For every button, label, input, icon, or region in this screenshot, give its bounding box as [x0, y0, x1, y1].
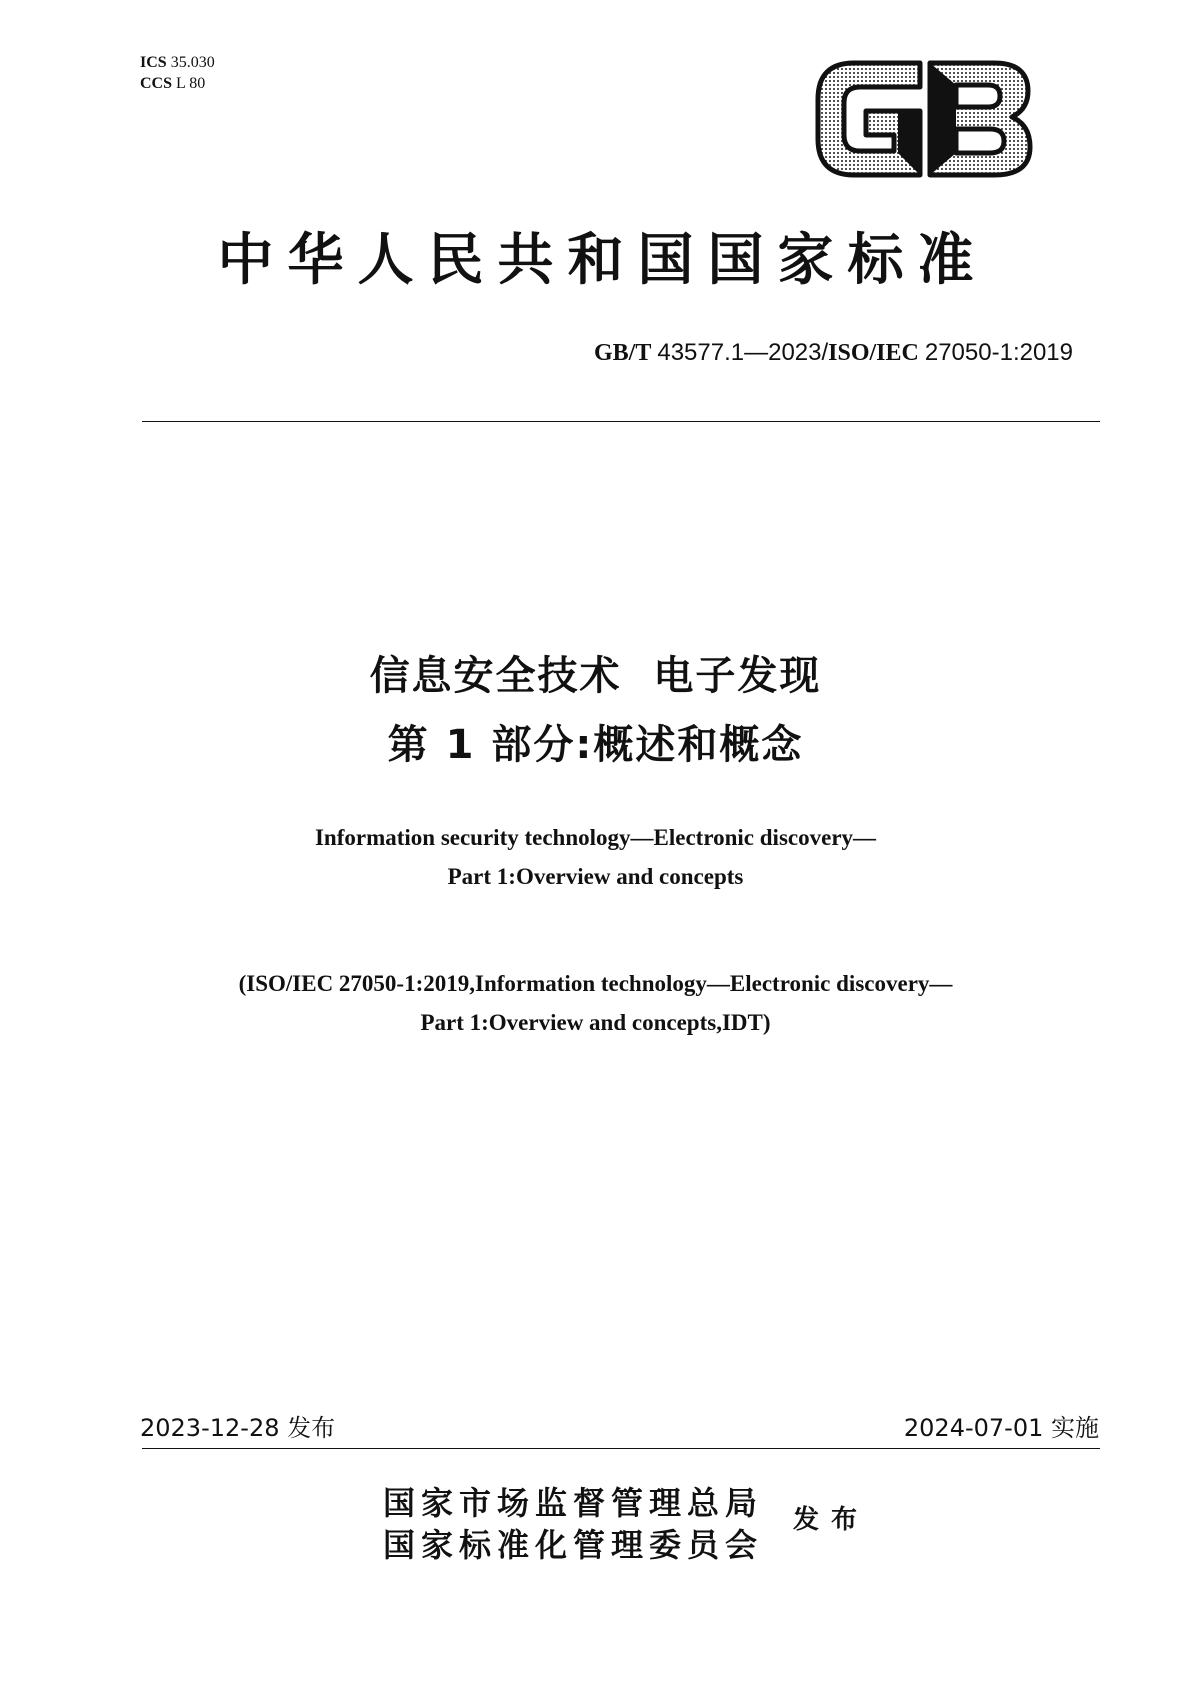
publisher-org2: 国家标准化管理委员会	[383, 1526, 764, 1564]
chinese-title-line1: 信息安全技术 电子发现	[369, 653, 822, 699]
header-divider	[142, 421, 1100, 422]
standard-number	[594, 338, 1073, 368]
iso-reference-line2: Part 1:Overview and concepts,IDT)	[420, 1010, 771, 1035]
iso-prefix: ISO/IEC	[828, 340, 919, 366]
ics-value: 35.030	[170, 54, 215, 71]
ics-code	[140, 52, 215, 73]
implementation-date: 2024-07-01 实施	[903, 1414, 1099, 1442]
publishers	[383, 1482, 763, 1566]
english-title-line1: Information security technology—Electronic discovery—	[314, 825, 877, 850]
ccs-value: L 80	[176, 75, 206, 92]
ccs-label: CCS	[140, 75, 173, 92]
publish-verb: 发布	[793, 1505, 870, 1535]
standard-prefix: GB/T	[593, 340, 652, 366]
gb-logo-icon	[808, 55, 1040, 182]
chinese-title-line2: 第 1 部分:概述和概念	[387, 722, 804, 768]
ics-label: ICS	[140, 54, 167, 71]
issue-date: 2023-12-28 发布	[140, 1414, 336, 1442]
standard-number-value: 43577.1—2023/	[657, 339, 829, 366]
ccs-code	[140, 73, 215, 94]
iso-reference-line1: (ISO/IEC 27050-1:2019,Information technology—Electronic discovery—	[238, 971, 953, 996]
publisher-org1: 国家市场监督管理总局	[383, 1484, 764, 1522]
classification-codes	[140, 52, 215, 94]
iso-number: 27050-1:2019	[924, 339, 1073, 366]
english-title-line2: Part 1:Overview and concepts	[447, 864, 744, 889]
gb-logo	[808, 55, 1040, 182]
main-title: 中华人民共和国国家标准	[217, 227, 988, 293]
footer-divider	[142, 1448, 1100, 1449]
